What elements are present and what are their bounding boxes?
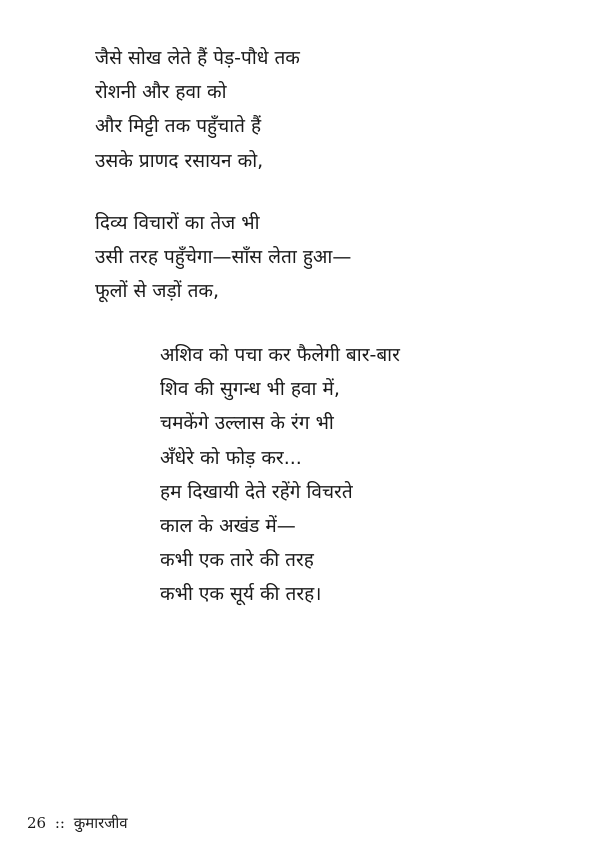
poem-stanza-3	[160, 338, 400, 612]
poem-line: और मिट्टी तक पहुँचाते हैं	[95, 115, 262, 138]
poem-line: दिव्य विचारों का तेज भी	[95, 212, 260, 234]
page-number: 26	[27, 814, 47, 832]
footer-separator: ::	[54, 814, 65, 832]
poem-line: चमकेंगे उल्लास के रंग भी	[160, 412, 334, 435]
poem-stanza-1	[95, 41, 300, 178]
poem-line: शिव की सुगन्ध भी हवा में,	[160, 378, 340, 401]
poem-line: कभी एक सूर्य की तरह।	[160, 583, 322, 606]
poem-line: काल के अखंड में—	[160, 515, 296, 538]
page-footer	[27, 812, 128, 834]
poem-line: हम दिखायी देते रहेंगे विचरते	[160, 480, 353, 503]
poem-line: कभी एक तारे की तरह	[160, 549, 314, 572]
poem-line: उसके प्राणद रसायन को,	[95, 149, 264, 172]
book-title: कुमारजीव	[73, 814, 128, 832]
poem-line: उसी तरह पहुँचेगा—साँस लेता हुआ—	[95, 246, 352, 269]
poem-stanza-2	[95, 206, 351, 309]
poem-line: फूलों से जड़ों तक,	[95, 280, 220, 303]
poem-line: जैसे सोख लेते हैं पेड़-पौधे तक	[95, 47, 300, 69]
poem-line: रोशनी और हवा को	[95, 81, 227, 104]
poem-line: अँधेरे को फोड़ कर...	[160, 446, 302, 469]
poem-line: अशिव को पचा कर फैलेगी बार-बार	[160, 344, 400, 366]
